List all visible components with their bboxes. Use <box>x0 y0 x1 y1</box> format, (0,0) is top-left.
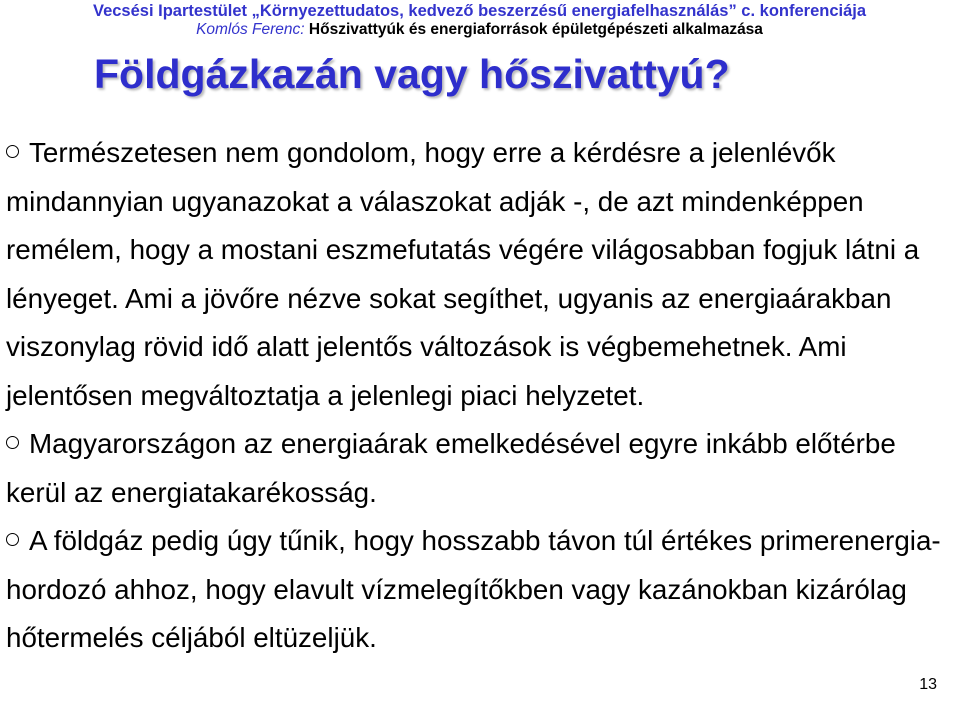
bullet-circle-icon <box>6 145 19 158</box>
paragraph-text: A földgáz pedig úgy tűnik, hogy hosszabb távon túl értékes primerenergia-hordozó ahhoz, hogy elavult vízmelegítőkben vagy kazánokban kizárólag hőtermelés céljából eltüzeljük. <box>6 525 941 653</box>
slide-title-highlight: Földgáz <box>94 51 249 97</box>
page-number: 13 <box>919 676 937 693</box>
author-name: Komlós Ferenc: <box>196 21 305 38</box>
slide-title <box>94 46 954 102</box>
conference-header: Vecsési Ipartestület „Környezettudatos, kedvező beszerzésű energiafelhasználás” c. konferenciája <box>92 2 867 20</box>
presentation-header <box>0 20 959 40</box>
slide-title-rest: kazán vagy hőszivattyú? <box>248 51 730 97</box>
slide-body <box>6 129 956 663</box>
presentation-topic: Hőszivattyúk és energiaforrások épületgépészeti alkalmazása <box>308 21 763 38</box>
bullet-circle-icon <box>6 436 19 449</box>
bullet-paragraph-2 <box>6 420 956 517</box>
paragraph-text: Magyarországon az energiaárak emelkedésével egyre inkább előtérbe kerül az energiatakarékosság. <box>6 428 896 508</box>
bullet-paragraph-1 <box>6 129 956 420</box>
paragraph-text: Természetesen nem gondolom, hogy erre a kérdésre a jelenlévők mindannyian ugyanazokat a válaszokat adják -, de azt mindenképpen remélem, hogy a mostani eszmefutatás végére világosabban fogjuk látni a lényeget. Ami a jövőre nézve sokat segíthet, ugyanis az energiaárakban viszonylag rövid idő alatt jelentős változások is végbemehetnek. Ami jelentősen megváltoztatja a jelenlegi piaci helyzetet. <box>6 137 920 411</box>
bullet-paragraph-3 <box>6 517 956 663</box>
bullet-circle-icon <box>6 533 19 546</box>
